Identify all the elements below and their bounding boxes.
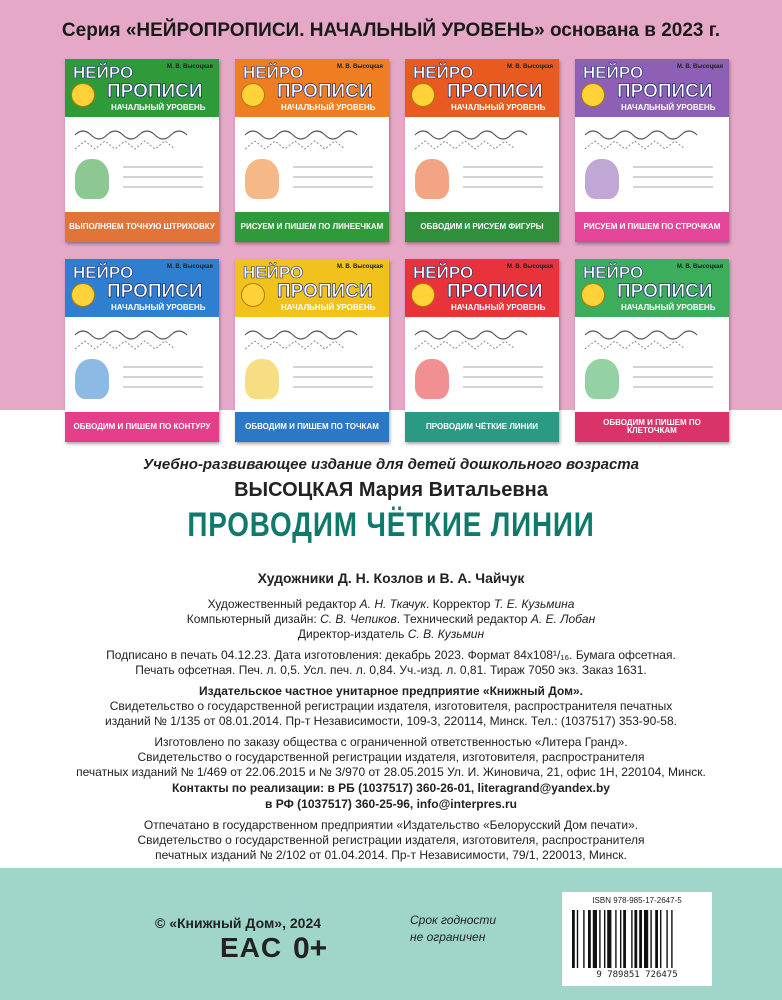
- cover-title-2: ПРОПИСИ: [617, 281, 713, 302]
- cover-level: НАЧАЛЬНЫЙ УРОВЕНЬ: [621, 103, 716, 112]
- cover-level: НАЧАЛЬНЫЙ УРОВЕНЬ: [281, 303, 376, 312]
- eac-mark: EAC: [220, 932, 283, 963]
- corrector-label: . Корректор: [426, 597, 491, 611]
- book-cover: [575, 59, 729, 242]
- printed-line-3: печатных изданий № 2/102 от 01.04.2014. Пр-т Независимости, 79/1, 220013, Минск.: [155, 848, 627, 862]
- barcode-icon: [570, 910, 704, 968]
- printed-line-1: Отпечатано в государственном предприятии «Издательство «Белорусский Дом печати».: [143, 818, 639, 832]
- cover-level: НАЧАЛЬНЫЙ УРОВЕНЬ: [621, 303, 716, 312]
- cover-author: М. В. Высоцкая: [167, 264, 213, 270]
- designer: С. В. Чепиков: [320, 612, 397, 626]
- contacts-line-1: Контакты по реализации: в РБ (1037517) 360-26-01, literagrand@yandex.by: [172, 781, 610, 795]
- cover-author: М. В. Высоцкая: [337, 264, 383, 270]
- cover-title-2: ПРОПИСИ: [107, 281, 203, 302]
- mascot-icon: [245, 359, 279, 399]
- age-badge-icon: [411, 283, 435, 307]
- book-cover: [65, 259, 219, 442]
- author-name: ВЫСОЦКАЯ Мария Витальевна: [234, 479, 548, 501]
- cover-title-1: НЕЙРО: [73, 263, 134, 282]
- isbn: ISBN 978-985-17-2647-5: [592, 896, 682, 905]
- book-cover: [65, 59, 219, 242]
- age-badge-icon: [581, 283, 605, 307]
- mascot-icon: [585, 159, 619, 199]
- cover-title-1: НЕЙРО: [413, 63, 474, 82]
- cover-author: М. В. Высоцкая: [337, 64, 383, 70]
- expiry-line-1: Срок годности: [410, 913, 497, 927]
- cover-author: М. В. Высоцкая: [677, 64, 723, 70]
- print-info-2: Печать офсетная. Печ. л. 0,5. Усл. печ. л. 0,84. Уч.-изд. л. 0,81. Тираж 7050 экз. Заказ 1631.: [135, 663, 647, 677]
- age-badge-icon: [71, 83, 95, 107]
- age-badge-icon: [71, 283, 95, 307]
- book-cover: [575, 259, 729, 442]
- print-info-1: Подписано в печать 04.12.23. Дата изготовления: декабрь 2023. Формат 84х108¹/₁₆. Бумага офсетная.: [106, 648, 676, 662]
- cover-level: НАЧАЛЬНЫЙ УРОВЕНЬ: [111, 303, 206, 312]
- age-badge-icon: [241, 283, 265, 307]
- mascot-icon: [245, 159, 279, 199]
- contacts-line-2: в РФ (1037517) 360-25-96, info@interpres.ru: [265, 797, 517, 811]
- expiry-note: [410, 912, 496, 946]
- cover-level: НАЧАЛЬНЫЙ УРОВЕНЬ: [451, 103, 546, 112]
- subtitle: Учебно-развивающее издание для детей дошкольного возраста: [143, 456, 639, 473]
- mascot-icon: [75, 359, 109, 399]
- corrector: Т. Е. Кузьмина: [493, 597, 575, 611]
- made-line-2: Свидетельство о государственной регистрации издателя, изготовителя, распространителя: [137, 750, 645, 764]
- art-editor-label: Художественный редактор: [207, 597, 357, 611]
- cover-author: М. В. Высоцкая: [167, 64, 213, 70]
- cover-author: М. В. Высоцкая: [507, 264, 553, 270]
- mascot-icon: [75, 159, 109, 199]
- book-cover: [405, 259, 559, 442]
- illustrators: Художники Д. Н. Козлов и В. А. Чайчук: [257, 570, 525, 586]
- cover-footer: ОБВОДИМ И ПИШЕМ ПО КЛЕТОЧКАМ: [575, 412, 729, 442]
- mascot-icon: [415, 159, 449, 199]
- series-line: Серия «НЕЙРОПРОПИСИ. НАЧАЛЬНЫЙ УРОВЕНЬ» основана в 2023 г.: [61, 20, 721, 41]
- cover-title-2: ПРОПИСИ: [277, 81, 373, 102]
- book-cover: [405, 59, 559, 242]
- credits-line-3: [0, 627, 782, 642]
- cover-title-2: ПРОПИСИ: [277, 281, 373, 302]
- publisher-name: Издательское частное унитарное предприятие «Книжный Дом».: [198, 684, 583, 698]
- copyright: © «Книжный Дом», 2024: [155, 915, 322, 931]
- cover-title-2: ПРОПИСИ: [447, 81, 543, 102]
- cover-footer: ОБВОДИМ И РИСУЕМ ФИГУРЫ: [405, 212, 559, 242]
- cover-title-2: ПРОПИСИ: [447, 281, 543, 302]
- cover-title-1: НЕЙРО: [583, 263, 644, 282]
- cover-author: М. В. Высоцкая: [507, 64, 553, 70]
- barcode-block: [562, 892, 712, 986]
- cover-author: М. В. Высоцкая: [677, 264, 723, 270]
- design-label: Компьютерный дизайн:: [186, 612, 317, 626]
- book-title: ПРОВОДИМ ЧЁТКИЕ ЛИНИИ: [187, 506, 595, 544]
- publisher-line-1: Свидетельство о государственной регистрации издателя, изготовителя, распространителя печатных: [109, 699, 673, 713]
- cover-title-2: ПРОПИСИ: [617, 81, 713, 102]
- director-label: Директор-издатель: [297, 627, 405, 641]
- cover-title-2: ПРОПИСИ: [107, 81, 203, 102]
- art-editor: А. Н. Ткачук: [359, 597, 427, 611]
- credits-line-2: [0, 612, 782, 627]
- book-cover: [235, 259, 389, 442]
- cover-level: НАЧАЛЬНЫЙ УРОВЕНЬ: [451, 303, 546, 312]
- cover-title-1: НЕЙРО: [583, 63, 644, 82]
- tech-editor: А. Е. Лобан: [530, 612, 596, 626]
- cover-title-1: НЕЙРО: [413, 263, 474, 282]
- tech-editor-label: . Технический редактор: [396, 612, 528, 626]
- cover-title-1: НЕЙРО: [73, 63, 134, 82]
- cover-footer: ОБВОДИМ И ПИШЕМ ПО КОНТУРУ: [65, 412, 219, 442]
- cover-title-1: НЕЙРО: [243, 263, 304, 282]
- cover-footer: ВЫПОЛНЯЕМ ТОЧНУЮ ШТРИХОВКУ: [65, 212, 219, 242]
- made-line-1: Изготовлено по заказу общества с ограниченной ответственностью «Литера Гранд».: [154, 735, 628, 749]
- age-badge-icon: [241, 83, 265, 107]
- cover-footer: РИСУЕМ И ПИШЕМ ПО ЛИНЕЕЧКАМ: [235, 212, 389, 242]
- publisher-line-2: изданий № 1/135 от 08.01.2014. Пр-т Независимости, 109-3, 220114, Минск. Тел.: (1037517) 353-90-58.: [105, 714, 677, 728]
- age-badge-icon: [581, 83, 605, 107]
- cover-footer: ОБВОДИМ И ПИШЕМ ПО ТОЧКАМ: [235, 412, 389, 442]
- age-badge-icon: [411, 83, 435, 107]
- expiry-line-2: не ограничен: [410, 930, 486, 944]
- printed-line-2: Свидетельство о государственной регистрации издателя, изготовителя, распространителя: [137, 833, 645, 847]
- cover-level: НАЧАЛЬНЫЙ УРОВЕНЬ: [281, 103, 376, 112]
- mascot-icon: [415, 359, 449, 399]
- mascot-icon: [585, 359, 619, 399]
- cover-footer: ПРОВОДИМ ЧЁТКИЕ ЛИНИИ: [405, 412, 559, 442]
- cover-footer: РИСУЕМ И ПИШЕМ ПО СТРОЧКАМ: [575, 212, 729, 242]
- cover-level: НАЧАЛЬНЫЙ УРОВЕНЬ: [111, 103, 206, 112]
- credits-line-1: [0, 597, 782, 612]
- director: С. В. Кузьмин: [407, 627, 485, 641]
- book-cover: [235, 59, 389, 242]
- age-rating: 0+: [293, 932, 328, 965]
- barcode-number: 9 789851 726475: [596, 970, 678, 980]
- made-line-3: печатных изданий № 1/469 от 22.06.2015 и № 3/970 от 28.05.2015 Ул. И. Жиновича, 21, офис 1Н, 220104, Минск.: [76, 765, 706, 779]
- cover-title-1: НЕЙРО: [243, 63, 304, 82]
